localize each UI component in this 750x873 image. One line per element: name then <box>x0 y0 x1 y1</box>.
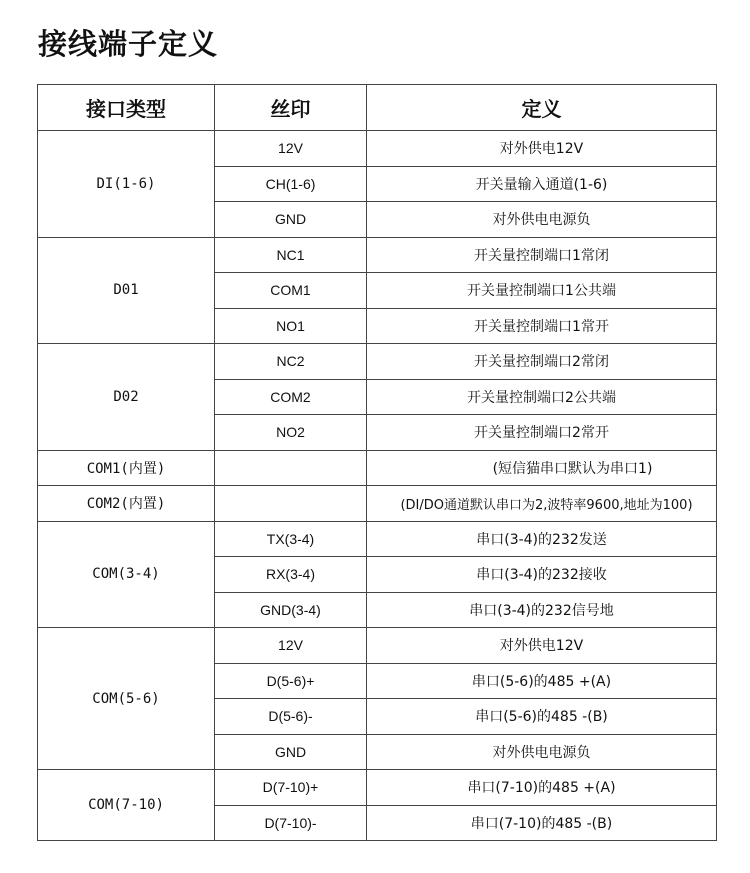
interface-type-cell: COM1(内置) <box>38 450 215 486</box>
definition-cell: 开关量控制端口2常闭 <box>367 344 717 380</box>
silkscreen-cell: NO2 <box>215 415 367 451</box>
silkscreen-cell: COM2 <box>215 379 367 415</box>
table-row <box>38 131 717 167</box>
table-header-row <box>38 85 717 131</box>
page-title: 接线端子定义 <box>38 27 219 61</box>
silkscreen-cell: 12V <box>215 131 367 167</box>
table-row <box>38 521 717 557</box>
header-definition: 定义 <box>367 85 717 131</box>
definition-cell: 开关量控制端口2公共端 <box>367 379 717 415</box>
interface-type-cell: COM2(内置) <box>38 486 215 522</box>
table-row <box>38 770 717 806</box>
definition-cell: 开关量控制端口2常开 <box>367 415 717 451</box>
silkscreen-cell: D(7-10)- <box>215 805 367 841</box>
definition-cell: 串口(7-10)的485 +(A) <box>367 770 717 806</box>
silkscreen-cell: 12V <box>215 628 367 664</box>
silkscreen-cell: NO1 <box>215 308 367 344</box>
definition-cell: (短信猫串口默认为串口1) <box>367 450 717 486</box>
definition-cell: 对外供电电源负 <box>367 734 717 770</box>
definition-cell: 对外供电12V <box>367 628 717 664</box>
interface-type-cell: COM(5-6) <box>38 628 215 770</box>
definition-cell: (DI/DO通道默认串口为2,波特率9600,地址为100) <box>367 486 717 522</box>
silkscreen-cell: D(5-6)+ <box>215 663 367 699</box>
silkscreen-cell: CH(1-6) <box>215 166 367 202</box>
silkscreen-cell <box>215 450 367 486</box>
definition-cell: 串口(3-4)的232发送 <box>367 521 717 557</box>
silkscreen-cell: GND(3-4) <box>215 592 367 628</box>
silkscreen-cell: COM1 <box>215 273 367 309</box>
interface-type-cell: D02 <box>38 344 215 451</box>
header-interface-type: 接口类型 <box>38 85 215 131</box>
definition-cell: 开关量控制端口1常开 <box>367 308 717 344</box>
definition-cell: 串口(7-10)的485 -(B) <box>367 805 717 841</box>
table-row <box>38 450 717 486</box>
definition-cell: 串口(5-6)的485 +(A) <box>367 663 717 699</box>
terminal-definition-table <box>37 84 717 841</box>
silkscreen-cell: D(7-10)+ <box>215 770 367 806</box>
interface-type-cell: D01 <box>38 237 215 344</box>
definition-cell: 串口(3-4)的232接收 <box>367 557 717 593</box>
definition-cell: 开关量输入通道(1-6) <box>367 166 717 202</box>
silkscreen-cell: TX(3-4) <box>215 521 367 557</box>
definition-cell: 开关量控制端口1公共端 <box>367 273 717 309</box>
definition-cell: 对外供电电源负 <box>367 202 717 238</box>
table-row <box>38 237 717 273</box>
definition-cell: 串口(5-6)的485 -(B) <box>367 699 717 735</box>
silkscreen-cell: NC2 <box>215 344 367 380</box>
header-silkscreen: 丝印 <box>215 85 367 131</box>
definition-cell: 对外供电12V <box>367 131 717 167</box>
interface-type-cell: COM(7-10) <box>38 770 215 841</box>
definition-cell: 串口(3-4)的232信号地 <box>367 592 717 628</box>
silkscreen-cell <box>215 486 367 522</box>
silkscreen-cell: RX(3-4) <box>215 557 367 593</box>
interface-type-cell: COM(3-4) <box>38 521 215 628</box>
definition-cell: 开关量控制端口1常闭 <box>367 237 717 273</box>
silkscreen-cell: GND <box>215 734 367 770</box>
silkscreen-cell: GND <box>215 202 367 238</box>
interface-type-cell: DI(1-6) <box>38 131 215 238</box>
silkscreen-cell: NC1 <box>215 237 367 273</box>
table-row <box>38 344 717 380</box>
table-row <box>38 628 717 664</box>
table-row <box>38 486 717 522</box>
silkscreen-cell: D(5-6)- <box>215 699 367 735</box>
